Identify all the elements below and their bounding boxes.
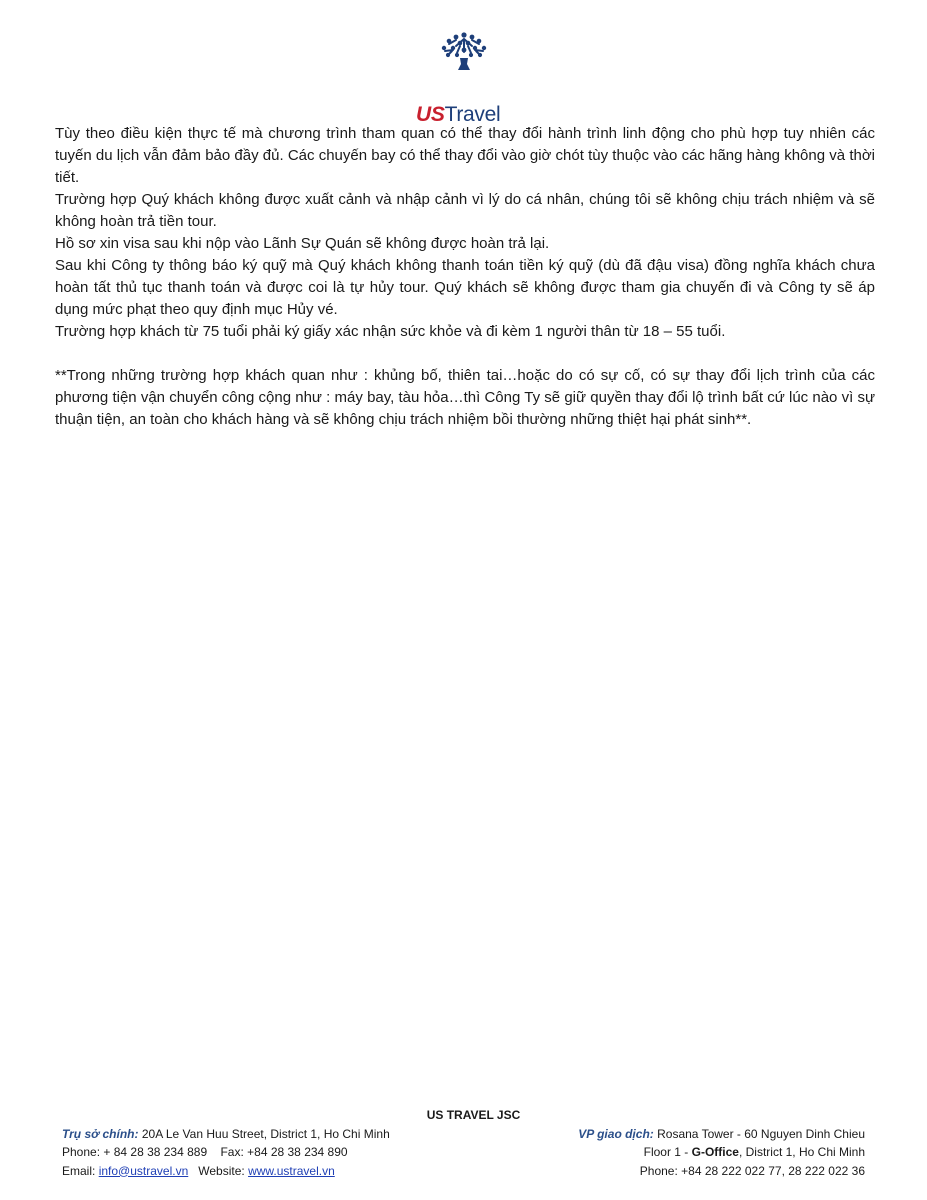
logo-travel: Travel <box>444 103 501 126</box>
paragraph-age-requirement: Trường hợp khách từ 75 tuổi phải ký giấy xác nhận sức khỏe và đi kèm 1 người thân từ 18 – 55 tuổi. <box>55 323 726 340</box>
footer-contact-line <box>62 1162 482 1181</box>
footer-office-line <box>445 1125 865 1144</box>
force-majeure-note: **Trong những trường hợp khách quan như : khủng bố, thiên tai…hoặc do có sự cố, có sự thay đổi lịch trình của các phương tiện vận chuyển công cộng như : máy bay, tàu hỏa…thì Công Ty sẽ giữ quyền thay đổi lộ trình bất cứ lúc nào vì sự thuận tiện, an toàn cho khách hàng và sẽ không chịu trách nhiệm bồi thường những thiệt hại phát sinh**. <box>55 367 875 428</box>
footer-company-name: US TRAVEL JSC <box>426 1108 521 1122</box>
terms-content <box>55 123 875 431</box>
tree-of-people-icon <box>439 30 489 74</box>
footer-website-link[interactable]: www.ustravel.vn <box>248 1163 335 1178</box>
footer-office-phone: Phone: +84 28 222 022 77, 28 222 022 36 <box>639 1163 865 1178</box>
footer-hq-address: 20A Le Van Huu Street, District 1, Ho Chi Minh <box>138 1126 390 1141</box>
footer-email-link[interactable]: info@ustravel.vn <box>98 1163 189 1178</box>
paragraph-itinerary-changes: Tùy theo điều kiện thực tế mà chương trình tham quan có thể thay đổi hành trình linh động cho phù hợp tuy nhiên các tuyến du lịch vẫn đảm bảo đầy đủ. Các chuyến bay có thể thay đổi vào giờ chót tùy thuộc vào các hãng hàng không và thời tiết. <box>55 125 875 186</box>
footer-website-label: Website: <box>188 1163 249 1178</box>
page-footer <box>62 1106 865 1178</box>
footer-hq-line <box>62 1125 482 1144</box>
footer-office-address: Rosana Tower - 60 Nguyen Dinh Chieu <box>653 1126 865 1141</box>
footer-floor-line <box>445 1143 865 1162</box>
paragraph-exit-entry: Trường hợp Quý khách không được xuất cảnh và nhập cảnh vì lý do cá nhân, chúng tôi sẽ không chịu trách nhiệm và sẽ không hoàn trả tiền tour. <box>55 191 875 230</box>
footer-floor-prefix: Floor 1 - <box>643 1145 692 1159</box>
footer-floor-bold: G-Office <box>691 1145 739 1159</box>
footer-floor-suffix: , District 1, Ho Chi Minh <box>738 1145 865 1159</box>
logo-us: US <box>416 103 445 126</box>
footer-hq-label: Trụ sở chính: <box>62 1126 139 1141</box>
footer-email-label: Email: <box>62 1163 99 1178</box>
paragraph-deposit: Sau khi Công ty thông báo ký quỹ mà Quý khách không thanh toán tiền ký quỹ (dù đã đậu visa) đồng nghĩa khách chưa hoàn tất thủ tục thanh toán và được coi là tự hủy tour. Quý khách sẽ không được tham gia chuyến đi và Công ty sẽ áp dụng mức phạt theo quy định mục Hủy vé. <box>55 257 875 318</box>
paragraph-visa-documents: Hồ sơ xin visa sau khi nộp vào Lãnh Sự Quán sẽ không được hoàn trả lại. <box>55 235 550 252</box>
footer-transaction-office <box>445 1125 865 1181</box>
footer-office-label: VP giao dịch: <box>578 1126 654 1141</box>
footer-head-office <box>62 1125 482 1181</box>
paragraph-spacer <box>55 343 875 365</box>
company-logo <box>412 30 516 126</box>
footer-hq-phone: Phone: + 84 28 38 234 889 Fax: +84 28 38 234 890 <box>62 1145 348 1159</box>
